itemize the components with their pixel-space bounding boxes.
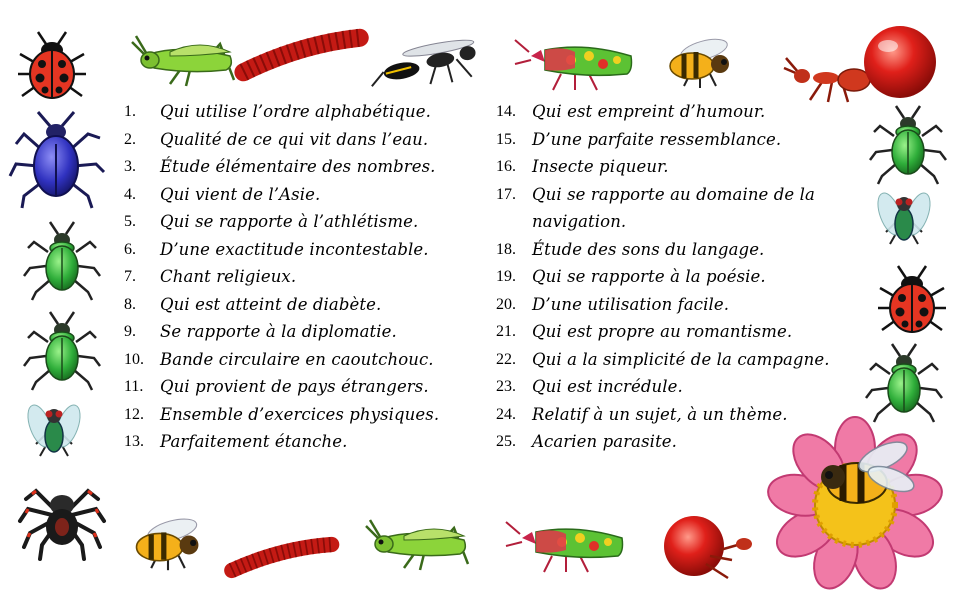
item-number: 23. xyxy=(496,378,516,395)
item-number: 4. xyxy=(124,185,136,203)
lantern-bug-icon xyxy=(506,522,623,572)
item-definition: D’une utilisation facile. xyxy=(532,294,730,314)
item-definition: Étude des sons du langage. xyxy=(532,239,765,259)
ladybug-icon xyxy=(18,32,86,98)
bee-icon xyxy=(137,515,199,571)
item-definition: Qui est incrédule. xyxy=(532,377,683,396)
ladybug-icon xyxy=(878,266,946,332)
flower-icon xyxy=(765,417,945,595)
item-definition: Ensemble d’exercices physiques. xyxy=(160,404,440,424)
item-number: 21. xyxy=(496,323,516,340)
item-definition: Qualité de ce qui vit dans l’eau. xyxy=(160,129,429,149)
item-number: 10. xyxy=(124,350,144,368)
item-number: 15. xyxy=(496,130,516,148)
green-beetle-icon xyxy=(24,222,100,300)
item-definition: Qui est empreint d’humour. xyxy=(532,102,766,121)
item-definition: Étude élémentaire des nombres. xyxy=(160,157,436,176)
item-definition: Acarien parasite. xyxy=(532,432,678,451)
item-number: 11. xyxy=(124,378,144,395)
item-number: 2. xyxy=(124,130,136,148)
bee-icon xyxy=(670,35,730,88)
item-number: 3. xyxy=(124,158,136,175)
item-number: 8. xyxy=(124,295,136,313)
item-definition: Qui se rapporte à la poésie. xyxy=(532,267,766,286)
ant-icon xyxy=(784,58,870,102)
item-number: 13. xyxy=(124,433,144,450)
item-definition: Se rapporte à la diplomatie. xyxy=(160,322,397,341)
item-definition: Parfaitement étanche. xyxy=(160,432,348,451)
item-number: 5. xyxy=(124,213,136,230)
item-number: 22. xyxy=(496,350,516,368)
item-definition: Qui se rapporte à l’athlétisme. xyxy=(160,212,419,231)
wasp-icon xyxy=(366,37,479,96)
item-definition: Qui est atteint de diabète. xyxy=(160,294,382,314)
item-number: 16. xyxy=(496,158,516,175)
grasshopper-icon xyxy=(366,520,468,570)
green-beetle-icon xyxy=(24,312,100,390)
item-definition: Qui provient de pays étrangers. xyxy=(160,377,429,396)
item-number: 19. xyxy=(496,268,516,285)
item-definition: D’une parfaite ressemblance. xyxy=(532,129,782,149)
item-definition: Qui a la simplicité de la campagne. xyxy=(532,349,830,369)
item-definition: Relatif à un sujet, à un thème. xyxy=(532,404,788,424)
item-number: 1. xyxy=(124,103,136,120)
spider-icon xyxy=(20,491,104,559)
item-definition: Qui se rapporte au domaine de la navigation. xyxy=(532,184,815,231)
millipede-icon xyxy=(241,38,362,73)
item-definition: Qui vient de l’Asie. xyxy=(160,184,321,204)
item-number: 25. xyxy=(496,433,516,450)
red-ball-icon xyxy=(864,26,936,98)
item-number: 6. xyxy=(124,240,136,258)
item-definition: Bande circulaire en caoutchouc. xyxy=(160,349,434,369)
item-number: 9. xyxy=(124,323,136,340)
beetle-icon xyxy=(10,112,104,208)
item-number: 12. xyxy=(124,405,144,423)
item-definition: D’une exactitude incontestable. xyxy=(160,239,429,259)
item-number: 20. xyxy=(496,295,516,313)
item-definition: Chant religieux. xyxy=(160,267,297,286)
item-number: 24. xyxy=(496,405,516,423)
item-number: 14. xyxy=(496,103,516,120)
lantern-bug-icon xyxy=(515,40,632,90)
item-definition: Insecte piqueur. xyxy=(532,157,669,176)
item-definition: Qui utilise l’ordre alphabétique. xyxy=(160,102,431,121)
green-beetle-icon xyxy=(870,106,946,184)
green-beetle-icon xyxy=(866,344,942,422)
grasshopper-icon xyxy=(132,36,234,86)
item-number: 18. xyxy=(496,240,516,258)
fly-icon xyxy=(23,402,85,456)
ant-icon xyxy=(664,516,752,578)
millipede-icon xyxy=(230,544,333,570)
item-number: 17. xyxy=(496,185,516,203)
item-definition: Qui est propre au romantisme. xyxy=(532,322,793,341)
fly-icon xyxy=(873,190,935,244)
item-number: 7. xyxy=(124,268,136,285)
